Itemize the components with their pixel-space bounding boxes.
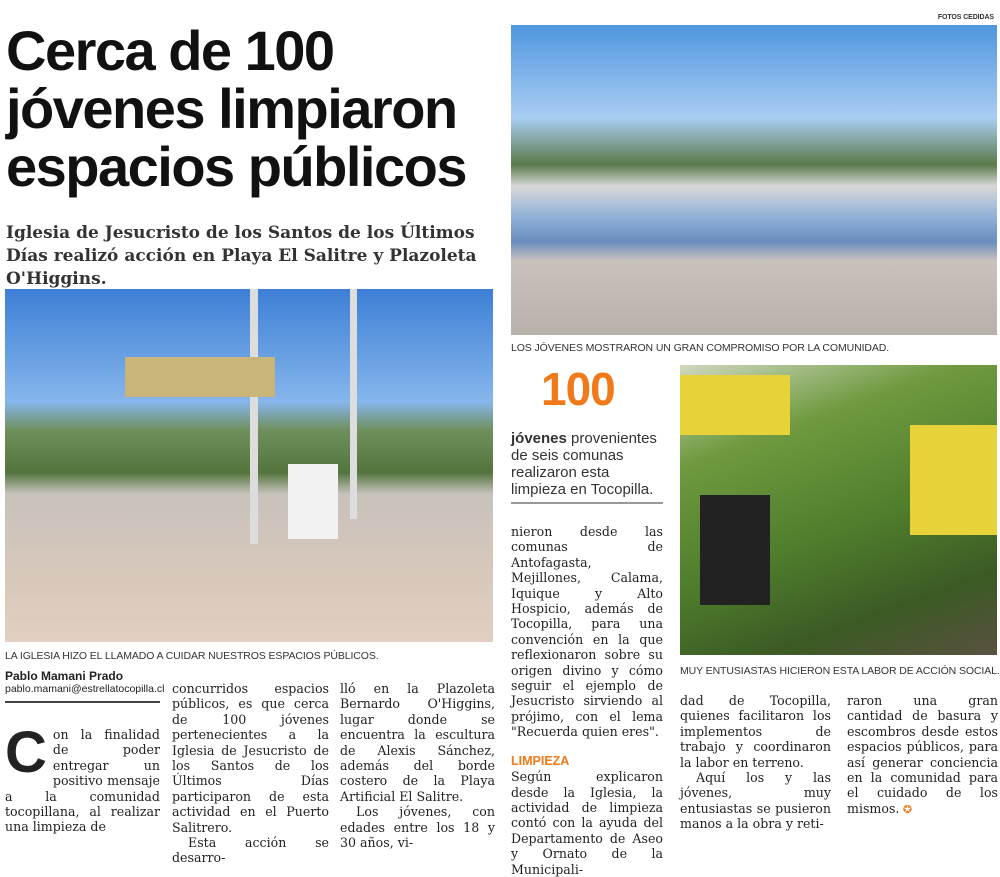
factbox-number: 100 (541, 363, 615, 415)
body-text: nieron desde las comunas de Antofagasta, Mejillones, Calama, Iquique y Alto Hospicio, además de Tocopilla, para una convención en la que reflexionaron sobre su origen divino y cómo seguir el ejemplo de Jesucristo sirviendo al prójimo, con el lema "Recuerda quien eres". (511, 524, 663, 740)
body-text: Según explicaron desde la Iglesia, la actividad de limpieza contó con la ayuda del Departamento de Aseo y Ornato de la Municipali- (511, 769, 663, 877)
photo-caption: MUY ENTUSIASTAS HICIERON ESTA LABOR DE ACCIÓN SOCIAL. (680, 665, 1000, 677)
end-mark-icon: ✪ (899, 802, 913, 816)
body-text: on la finalidad de poder entregar un positivo mensaje a la comunidad tocopillana, al realizar una limpieza de (5, 727, 160, 835)
photo-weeding (680, 365, 997, 655)
body-column-4 (511, 524, 663, 877)
body-column-3 (340, 681, 495, 850)
photo-caption: LOS JÓVENES MOSTRARON UN GRAN COMPROMISO POR LA COMUNIDAD. (511, 342, 890, 354)
factbox-text (511, 430, 666, 498)
body-text: lló en la Plazoleta Bernardo O'Higgins, lugar donde se encuentra la escultura de Alexis Sánchez, además del borde costero de la Playa Artificial El Salitre. (340, 681, 495, 804)
photo-caption: LA IGLESIA HIZO EL LLAMADO A CUIDAR NUESTROS ESPACIOS PÚBLICOS. (5, 650, 379, 662)
byline (5, 669, 165, 703)
headline: Cerca de 100 jóvenes limpiaron espacios públicos (6, 19, 466, 198)
photo-plaza-cleanup (5, 289, 493, 642)
body-text: concurridos espacios públicos, es que cerca de 100 jóvenes pertenecientes a la Iglesia de Jesucristo de los Santos de los Últimos Días participaron de esta actividad en el Puerto Salitrero. (172, 681, 329, 835)
section-heading: LIMPIEZA (511, 753, 570, 768)
author-name: Pablo Mamani Prado (5, 669, 124, 683)
divider (511, 502, 663, 504)
body-text: Los jóvenes, con edades entre los 18 y 30 años, vi- (340, 804, 495, 851)
body-column-5 (680, 693, 831, 832)
body-column-6 (847, 693, 998, 817)
factbox-rest: provenientes de seis comunas realizaron esta limpieza en Tocopilla. (511, 430, 657, 498)
drop-cap: C (5, 720, 47, 785)
body-text: Aquí los y las jóvenes, muy entusiastas se pusieron manos a la obra y reti- (680, 770, 831, 832)
subheadline: Iglesia de Jesucristo de los Santos de los Últimos Días realizó acción en Playa El Salitre y Plazoleta O'Higgins. (6, 223, 477, 289)
author-email[interactable]: pablo.mamani@estrellatocopilla.cl (5, 683, 165, 695)
body-column-1 (5, 720, 160, 835)
body-text: dad de Tocopilla, quienes facilitaron los implementos de trabajo y coordinaron la labor en terreno. (680, 693, 831, 770)
factbox-bold: jóvenes (511, 430, 567, 447)
body-text: Esta acción se desarro- (172, 835, 329, 866)
photo-credit: FOTOS CEDIDAS (937, 14, 994, 21)
body-text: raron una gran cantidad de basura y escombros desde estos espacios públicos, para así generar conciencia en la comunidad para el cuidado de los mismos. (847, 693, 998, 816)
body-column-2 (172, 681, 329, 866)
photo-group (511, 25, 997, 335)
